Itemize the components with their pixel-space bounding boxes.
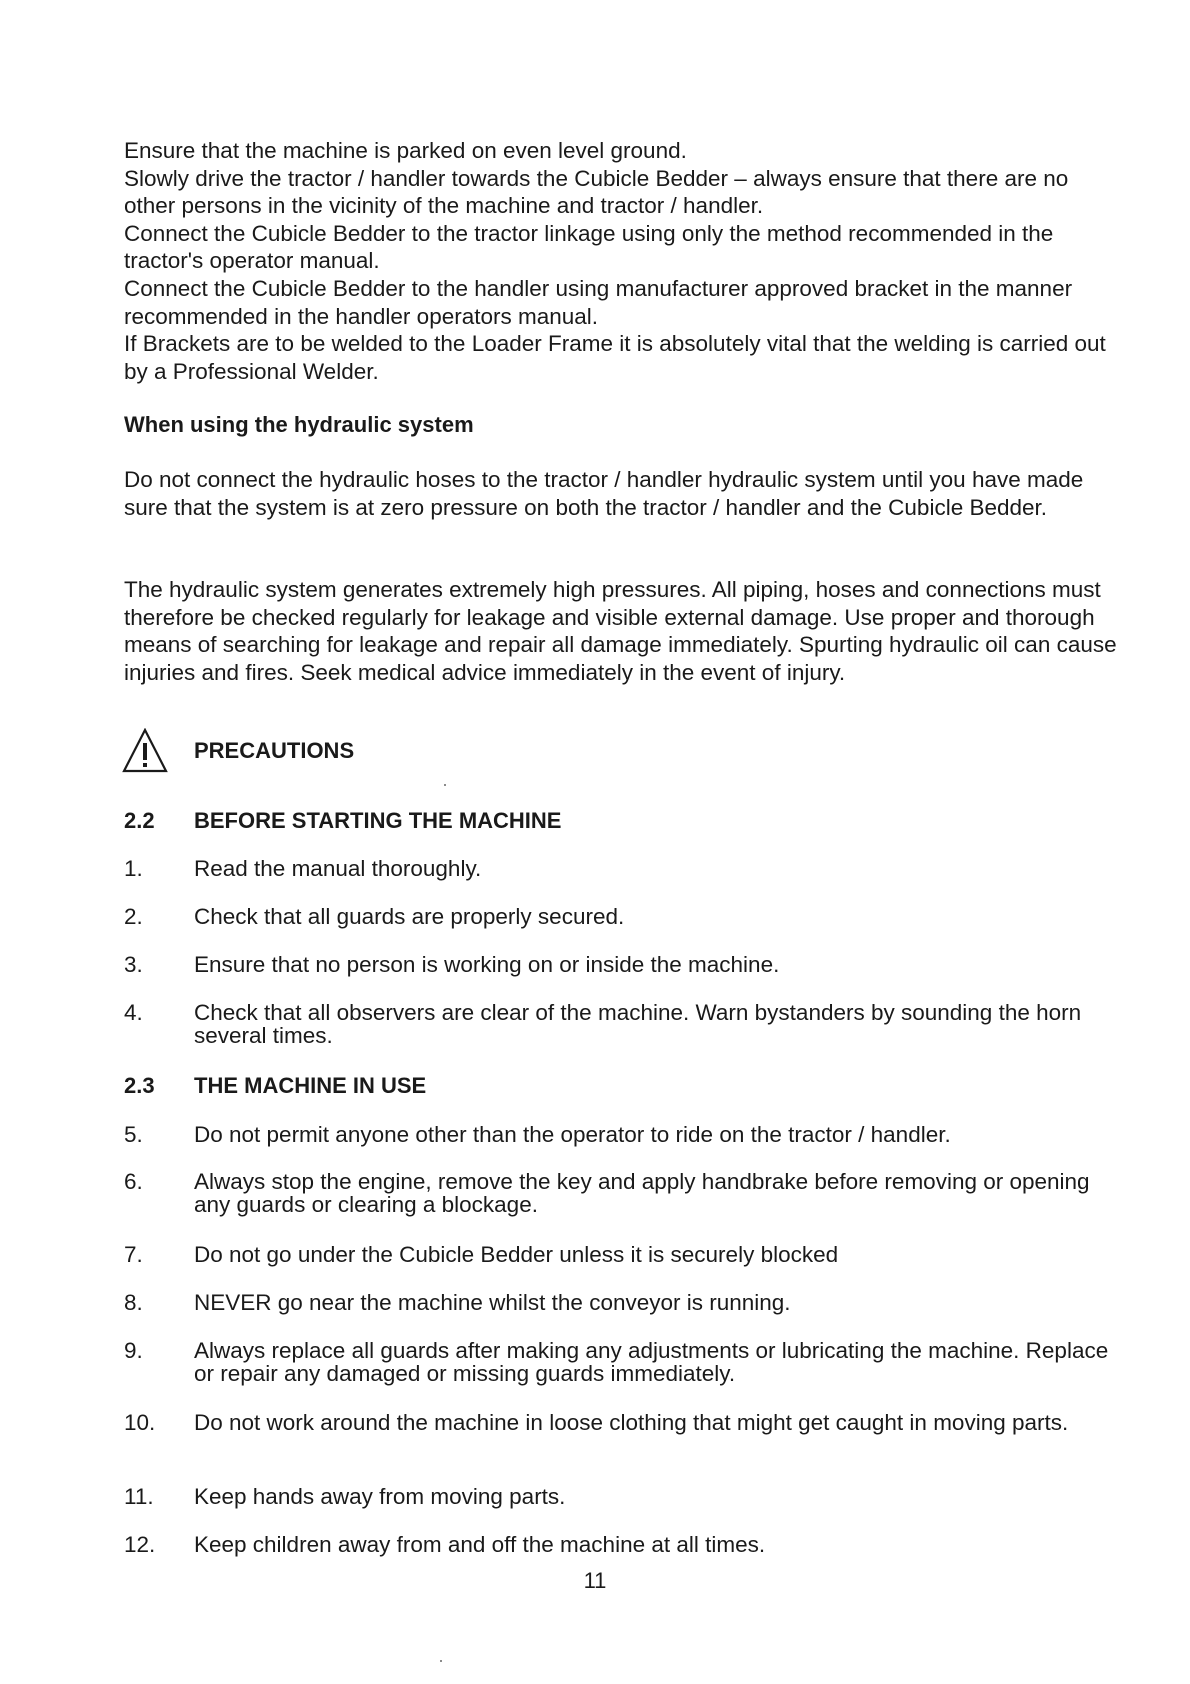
section-number: 2.2 [124,808,155,833]
warning-triangle-icon [122,728,168,774]
intro-line: If Brackets are to be welded to the Loader Frame it is absolutely vital that the welding is carried out by a Professional Welder. [124,331,1106,384]
item-text: Keep hands away from moving parts. [194,1484,566,1509]
item-number: 11. [124,1484,154,1509]
page-number: 11 [583,1568,607,1593]
item-text: Always stop the engine, remove the key and apply handbrake before removing or opening any guards or clearing a blockage. [194,1169,1090,1217]
item-text: NEVER go near the machine whilst the conveyor is running. [194,1290,791,1315]
section-number: 2.3 [124,1073,155,1098]
item-text: Check that all guards are properly secured. [194,904,625,929]
item-number: 2. [124,904,143,929]
item-text: Do not work around the machine in loose clothing that might get caught in moving parts. [194,1410,1069,1435]
intro-line: Slowly drive the tractor / handler towards the Cubicle Bedder – always ensure that there are no other persons in the vicinity of the machine and tractor / handler. [124,165,1069,219]
intro-line: Connect the Cubicle Bedder to the tractor linkage using only the method recommended in the tractor's operator manual. [124,220,1054,274]
scan-speck [444,784,446,786]
item-number: 1. [124,856,143,881]
item-number: 8. [124,1290,143,1315]
item-text: Check that all observers are clear of the machine. Warn bystanders by sounding the horn several times. [194,1000,1082,1048]
item-number: 7. [124,1242,143,1267]
section-title: THE MACHINE IN USE [194,1073,427,1098]
intro-line: Ensure that the machine is parked on even level ground. [124,138,687,163]
item-number: 3. [124,952,143,977]
item-number: 5. [124,1122,143,1147]
hydraulic-heading: When using the hydraulic system [124,412,474,437]
item-text: Always replace all guards after making any adjustments or lubricating the machine. Replace or repair any damaged or missing guards immediately. [194,1338,1109,1386]
item-text: Read the manual thoroughly. [194,856,482,881]
item-text: Do not go under the Cubicle Bedder unless it is securely blocked [194,1242,839,1267]
item-number: 6. [124,1169,143,1194]
item-number: 9. [124,1338,143,1363]
item-number: 10. [124,1410,156,1435]
scan-speck [440,1660,442,1662]
item-number: 4. [124,1000,143,1025]
item-text: Keep children away from and off the machine at all times. [194,1532,766,1557]
section-title: BEFORE STARTING THE MACHINE [194,808,562,833]
item-number: 12. [124,1532,156,1557]
intro-line: Connect the Cubicle Bedder to the handler using manufacturer approved bracket in the manner recommended in the handler operators manual. [124,275,1073,329]
precautions-label: PRECAUTIONS [194,738,355,763]
item-text: Do not permit anyone other than the operator to ride on the tractor / handler. [194,1122,951,1147]
item-text: Ensure that no person is working on or inside the machine. [194,952,780,977]
intro-block [124,137,1124,385]
hydraulic-paragraph-1: Do not connect the hydraulic hoses to the tractor / handler hydraulic system until you have made sure that the system is at zero pressure on both the tractor / handler and the Cubicle Bedder. [124,467,1084,520]
hydraulic-paragraph-2: The hydraulic system generates extremely high pressures. All piping, hoses and connections must therefore be checked regularly for leakage and visible external damage. Use proper and thorough means of searching for leakage and repair all damage immediately. Spurting hydraulic oil can cause injuries and fires. Seek medical advice immediately in the event of injury. [124,577,1117,685]
